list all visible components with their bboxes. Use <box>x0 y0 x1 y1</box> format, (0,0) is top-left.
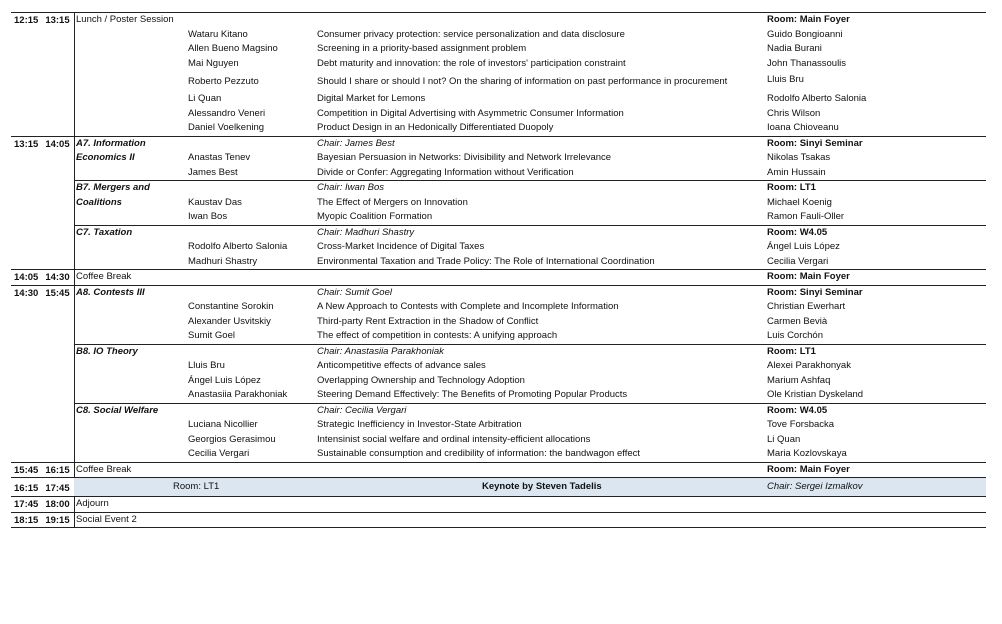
discussant-name: Nadia Burani <box>767 43 822 54</box>
end-time: 13:15 <box>45 15 70 26</box>
session-name: C8. Social Welfare <box>76 404 159 416</box>
paper-title: Screening in a priority-based assignment problem <box>317 43 527 54</box>
end-time: 16:15 <box>45 464 70 476</box>
discussant-name: Lluis Bru <box>767 74 804 85</box>
speaker-name: Madhuri Shastry <box>188 255 258 267</box>
schedule-block-parallel-2 <box>11 285 986 462</box>
paper-title: Sustainable consumption and credibility of information: the bandwagon effect <box>317 448 641 459</box>
session-b8 <box>74 344 986 403</box>
block-label: Adjourn <box>76 498 109 509</box>
start-time: 12:15 <box>14 15 39 26</box>
speaker-name: Roberto Pezzuto <box>188 76 259 87</box>
room-label: Room: Main Foyer <box>767 271 850 282</box>
end-time: 18:00 <box>45 499 70 510</box>
start-time: 18:15 <box>14 514 39 526</box>
keynote-room: Room: LT1 <box>173 481 220 492</box>
session-c7 <box>74 225 986 270</box>
end-time: 15:45 <box>45 287 70 299</box>
discussant-name: Cecilia Vergari <box>767 255 829 267</box>
start-time: 14:30 <box>14 287 39 299</box>
speaker-name: Georgios Gerasimou <box>188 433 276 445</box>
schedule-table <box>11 12 986 528</box>
paper-title: Digital Market for Lemons <box>317 93 426 104</box>
room-label: Room: W4.05 <box>767 404 828 416</box>
block-label: Coffee Break <box>76 463 132 475</box>
keynote-row <box>74 478 986 496</box>
schedule-block-adjourn <box>11 496 986 512</box>
speaker-name: Cecilia Vergari <box>188 448 250 459</box>
discussant-name: Guido Bongioanni <box>767 28 843 40</box>
paper-title: Divide or Confer: Aggregating Information without Verification <box>317 166 574 178</box>
room-label: Room: LT1 <box>767 345 816 357</box>
speaker-name: Wataru Kitano <box>188 28 248 40</box>
session-a8 <box>11 286 986 344</box>
discussant-name: Nikolas Tsakas <box>767 152 831 163</box>
paper-title: Anticompetitive effects of advance sales <box>317 360 486 371</box>
paper-title: The effect of competition in contests: A unifying approach <box>317 330 558 341</box>
schedule-block-coffee-2 <box>11 462 986 478</box>
paper-title: Should I share or should I not? On the sharing of information on past performance in procurement <box>317 76 728 87</box>
speaker-name: Ángel Luis López <box>188 374 261 386</box>
discussant-name: John Thanassoulis <box>767 57 847 69</box>
speaker-name: Daniel Voelkening <box>188 122 265 133</box>
start-time: 17:45 <box>14 499 39 510</box>
paper-title: Myopic Coalition Formation <box>317 211 433 222</box>
session-name: A7. Information <box>76 137 146 149</box>
discussant-name: Ioana Chioveanu <box>767 122 839 133</box>
block-label: Social Event 2 <box>76 513 137 525</box>
session-chair: Chair: Cecilia Vergari <box>317 404 407 416</box>
speaker-name: Li Quan <box>188 93 222 104</box>
room-label: Room: Main Foyer <box>767 463 850 475</box>
speaker-name: Anastas Tenev <box>188 152 251 163</box>
room-label: Room: Main Foyer <box>767 14 850 25</box>
paper-title: Intensinist social welfare and ordinal intensity-efficient allocations <box>317 433 591 445</box>
paper-title: Product Design in an Hedonically Differentiated Duopoly <box>317 122 554 133</box>
session-chair: Chair: Sumit Goel <box>317 286 392 298</box>
start-time: 13:15 <box>14 138 39 150</box>
paper-title: Steering Demand Effectively: The Benefits of Promoting Popular Products <box>317 389 628 400</box>
session-name: Economics II <box>76 152 135 163</box>
paper-title: Third-party Rent Extraction in the Shadow of Conflict <box>317 315 539 327</box>
speaker-name: Anastasiia Parakhoniak <box>188 389 288 400</box>
discussant-name: Ángel Luis López <box>767 241 840 252</box>
speaker-name: Luciana Nicollier <box>188 419 258 430</box>
schedule-block-parallel-1 <box>11 136 986 270</box>
speaker-name: James Best <box>188 166 238 178</box>
paper-title: Environmental Taxation and Trade Policy: The Role of International Coordination <box>317 255 655 267</box>
speaker-name: Kaustav Das <box>188 196 242 208</box>
end-time: 19:15 <box>45 514 70 526</box>
discussant-name: Amin Hussain <box>767 166 826 178</box>
speaker-name: Allen Bueno Magsino <box>188 43 278 54</box>
room-label: Room: W4.05 <box>767 226 828 238</box>
discussant-name: Chris Wilson <box>767 107 821 119</box>
discussant-name: Rodolfo Alberto Salonia <box>767 93 867 104</box>
discussant-name: Tove Forsbacka <box>767 419 835 430</box>
session-name: A8. Contests III <box>76 286 145 298</box>
speaker-name: Alexander Usvitskiy <box>188 315 271 327</box>
paper-title: Bayesian Persuasion in Networks: Divisibility and Network Irrelevance <box>317 152 612 163</box>
start-time: 14:05 <box>14 272 39 283</box>
end-time: 14:30 <box>45 272 70 283</box>
discussant-name: Luis Corchón <box>767 330 823 341</box>
discussant-name: Ole Kristian Dyskeland <box>767 389 864 400</box>
schedule-block-social <box>11 512 986 529</box>
start-time: 15:45 <box>14 464 39 476</box>
discussant-name: Li Quan <box>767 433 801 445</box>
session-chair: Chair: James Best <box>317 137 395 149</box>
paper-title: A New Approach to Contests with Complete and Incomplete Information <box>317 301 619 312</box>
session-c8 <box>74 403 986 462</box>
paper-title: The Effect of Mergers on Innovation <box>317 196 468 208</box>
room-label: Room: LT1 <box>767 182 816 193</box>
speaker-name: Mai Nguyen <box>188 57 239 69</box>
schedule-block-coffee-1 <box>11 269 986 285</box>
discussant-name: Marium Ashfaq <box>767 374 831 386</box>
session-name: C7. Taxation <box>76 226 133 238</box>
discussant-name: Ramon Fauli-Oller <box>767 211 845 222</box>
paper-title: Competition in Digital Advertising with Asymmetric Consumer Information <box>317 107 624 119</box>
room-label: Room: Sinyi Seminar <box>767 137 863 149</box>
session-name: B8. IO Theory <box>76 345 138 357</box>
keynote-chair: Chair: Sergei Izmalkov <box>767 481 863 492</box>
keynote-title: Keynote by Steven Tadelis <box>482 481 602 492</box>
discussant-name: Christian Ewerhart <box>767 301 846 312</box>
session-a7 <box>11 137 986 181</box>
paper-title: Consumer privacy protection: service personalization and data disclosure <box>317 28 625 40</box>
speaker-name: Rodolfo Alberto Salonia <box>188 241 288 252</box>
time-cell <box>11 478 75 496</box>
session-name: Coalitions <box>76 196 122 208</box>
discussant-name: Carmen Bevià <box>767 315 828 327</box>
speaker-name: Lluis Bru <box>188 360 225 371</box>
session-chair: Chair: Madhuri Shastry <box>317 226 415 238</box>
speaker-name: Alessandro Veneri <box>188 107 266 119</box>
discussant-name: Alexei Parakhonyak <box>767 360 851 371</box>
discussant-name: Maria Kozlovskaya <box>767 448 847 459</box>
room-label: Room: Sinyi Seminar <box>767 286 863 298</box>
speaker-name: Iwan Bos <box>188 211 228 222</box>
paper-title: Overlapping Ownership and Technology Adoption <box>317 374 525 386</box>
session-chair: Chair: Iwan Bos <box>317 182 385 193</box>
block-label: Lunch / Poster Session <box>76 14 174 25</box>
paper-title: Cross-Market Incidence of Digital Taxes <box>317 241 485 252</box>
schedule-block-lunch <box>11 12 986 136</box>
start-time: 16:15 <box>14 483 39 494</box>
paper-title: Debt maturity and innovation: the role of investors' participation constraint <box>317 57 626 69</box>
speaker-name: Sumit Goel <box>188 330 235 341</box>
session-name: B7. Mergers and <box>76 182 150 193</box>
block-label: Coffee Break <box>76 271 132 282</box>
discussant-name: Michael Koenig <box>767 196 832 208</box>
paper-title: Strategic Inefficiency in Investor-State Arbitration <box>317 419 522 430</box>
end-time: 14:05 <box>45 138 70 150</box>
speaker-name: Constantine Sorokin <box>188 301 274 312</box>
session-chair: Chair: Anastasiia Parakhoniak <box>317 345 444 357</box>
end-time: 17:45 <box>45 483 70 494</box>
schedule-block-keynote <box>11 477 986 496</box>
session-b7 <box>74 180 986 225</box>
